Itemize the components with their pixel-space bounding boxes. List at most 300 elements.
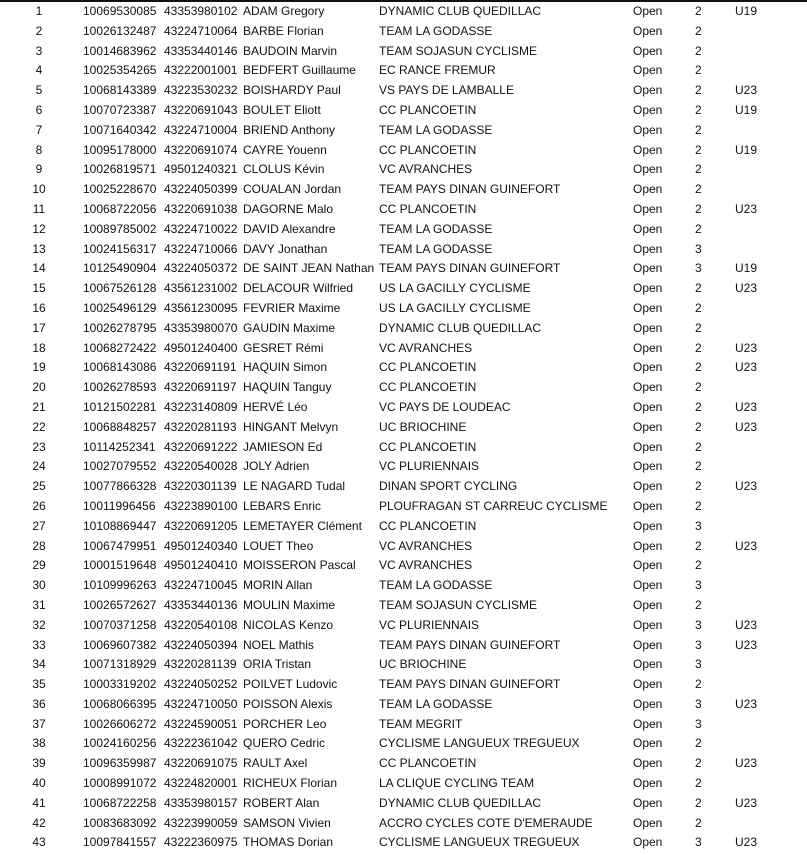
club-name-cell: TEAM PAYS DINAN GUINEFORT: [379, 261, 561, 276]
category-cell: Open: [633, 498, 663, 513]
club-name-cell: TEAM SOJASUN CYCLISME: [379, 597, 538, 612]
license-number-cell: 43222361042: [164, 736, 238, 751]
club-name-cell: TEAM LA GODASSE: [379, 23, 493, 38]
rider-name-cell: DAGORNE Malo: [243, 201, 334, 216]
grade-cell: 2: [695, 102, 702, 117]
category-cell: Open: [633, 261, 663, 276]
rider-name-cell: NOEL Mathis: [243, 637, 314, 652]
table-row: [0, 279, 807, 299]
rank-cell: 7: [35, 122, 43, 137]
rider-name-cell: HERVÉ Léo: [243, 399, 308, 414]
license-number-cell: 43224050394: [164, 637, 238, 652]
uci-id-cell: 10068143389: [83, 83, 157, 98]
grade-cell: 2: [695, 142, 702, 157]
club-name-cell: VC AVRANCHES: [379, 340, 473, 355]
category-cell: Open: [633, 221, 663, 236]
table-row: [0, 576, 807, 596]
rank-cell: 22: [32, 419, 46, 434]
uci-id-cell: 10125490904: [83, 261, 157, 276]
rank-cell: 41: [32, 795, 46, 810]
license-number-cell: 43223530232: [164, 83, 238, 98]
category-cell: Open: [633, 241, 663, 256]
category-cell: Open: [633, 102, 663, 117]
rider-name-cell: HINGANT Melvyn: [243, 419, 339, 434]
category-cell: Open: [633, 776, 663, 791]
uci-id-cell: 10109996263: [83, 578, 157, 593]
rider-name-cell: SAMSON Vivien: [243, 815, 331, 830]
rider-name-cell: LOUET Theo: [243, 538, 314, 553]
license-number-cell: 49501240410: [164, 558, 238, 573]
rider-name-cell: JOLY Adrien: [243, 459, 310, 474]
age-category-cell: U23: [735, 696, 758, 711]
rank-cell: 6: [35, 102, 43, 117]
uci-id-cell: 10068848257: [83, 419, 157, 434]
rank-cell: 34: [32, 657, 46, 672]
club-name-cell: CC PLANCOETIN: [379, 142, 477, 157]
license-number-cell: 43222360975: [164, 835, 238, 850]
rank-cell: 29: [32, 558, 46, 573]
grade-cell: 2: [695, 558, 702, 573]
club-name-cell: TEAM PAYS DINAN GUINEFORT: [379, 182, 561, 197]
category-cell: Open: [633, 162, 663, 177]
grade-cell: 3: [695, 657, 702, 672]
age-category-cell: U23: [735, 399, 758, 414]
category-cell: Open: [633, 538, 663, 553]
age-category-cell: U23: [735, 538, 758, 553]
rider-name-cell: MOISSERON Pascal: [243, 558, 356, 573]
uci-id-cell: 10024156317: [83, 241, 157, 256]
age-category-cell: U23: [735, 835, 758, 850]
uci-id-cell: 10014683962: [83, 43, 157, 58]
table-row: [0, 794, 807, 814]
license-number-cell: 43220281193: [164, 419, 237, 434]
rank-cell: 25: [32, 479, 46, 494]
rank-cell: 30: [32, 578, 46, 593]
uci-id-cell: 10026132487: [83, 23, 157, 38]
club-name-cell: CC PLANCOETIN: [379, 380, 477, 395]
uci-id-cell: 10001519648: [83, 558, 157, 573]
rider-name-cell: RICHEUX Florian: [243, 776, 338, 791]
rider-name-cell: MOULIN Maxime: [243, 597, 336, 612]
category-cell: Open: [633, 399, 663, 414]
table-row: [0, 734, 807, 754]
club-name-cell: TEAM LA GODASSE: [379, 221, 493, 236]
age-category-cell: U23: [735, 637, 758, 652]
club-name-cell: VC AVRANCHES: [379, 162, 473, 177]
category-cell: Open: [633, 122, 663, 137]
grade-cell: 2: [695, 23, 702, 38]
rider-name-cell: ADAM Gregory: [243, 4, 325, 18]
rank-cell: 4: [35, 63, 43, 78]
rank-cell: 36: [32, 696, 46, 711]
uci-id-cell: 10003319202: [83, 677, 157, 692]
rider-name-cell: DAVID Alexandre: [243, 221, 336, 236]
table-row: [0, 457, 807, 477]
rank-cell: 32: [32, 617, 46, 632]
rider-name-cell: DE SAINT JEAN Nathan: [243, 261, 375, 276]
table-row: [0, 517, 807, 537]
club-name-cell: ACCRO CYCLES COTE D'EMERAUDE: [379, 815, 593, 830]
category-cell: Open: [633, 756, 663, 771]
uci-id-cell: 10026278593: [83, 380, 157, 395]
category-cell: Open: [633, 795, 663, 810]
grade-cell: 2: [695, 43, 702, 58]
uci-id-cell: 10027079552: [83, 459, 157, 474]
age-category-cell: U23: [735, 201, 758, 216]
age-category-cell: U19: [735, 261, 758, 276]
club-name-cell: TEAM PAYS DINAN GUINEFORT: [379, 637, 561, 652]
table-row: [0, 695, 807, 715]
uci-id-cell: 10068272422: [83, 340, 157, 355]
uci-id-cell: 10069530085: [83, 4, 157, 18]
table-row: [0, 833, 807, 853]
category-cell: Open: [633, 300, 663, 315]
license-number-cell: 43224710066: [164, 241, 238, 256]
license-number-cell: 43353440146: [164, 43, 238, 58]
club-name-cell: CC PLANCOETIN: [379, 201, 477, 216]
rank-cell: 14: [32, 261, 46, 276]
rank-cell: 11: [32, 201, 46, 216]
rider-name-cell: PORCHER Leo: [243, 716, 327, 731]
rider-name-cell: ORIA Tristan: [243, 657, 312, 672]
age-category-cell: U23: [735, 756, 758, 771]
table-row: [0, 220, 807, 240]
category-cell: Open: [633, 815, 663, 830]
grade-cell: 2: [695, 182, 702, 197]
license-number-cell: 43224050252: [164, 677, 238, 692]
rank-cell: 37: [32, 716, 46, 731]
uci-id-cell: 10026819571: [83, 162, 157, 177]
license-number-cell: 43220691197: [164, 380, 237, 395]
table-row: [0, 81, 807, 101]
rank-cell: 23: [32, 439, 46, 454]
rank-cell: 12: [32, 221, 46, 236]
rank-cell: 38: [32, 736, 46, 751]
rank-cell: 39: [32, 756, 46, 771]
rider-name-cell: LEBARS Enric: [243, 498, 322, 513]
rider-name-cell: LEMETAYER Clément: [243, 518, 362, 533]
rider-name-cell: DELACOUR Wilfried: [243, 281, 354, 296]
license-number-cell: 43220691205: [164, 518, 238, 533]
rider-name-cell: GAUDIN Maxime: [243, 320, 336, 335]
rider-name-cell: JAMIESON Ed: [243, 439, 323, 454]
grade-cell: 3: [695, 241, 702, 256]
age-category-cell: U23: [735, 795, 758, 810]
license-number-cell: 43220281139: [164, 657, 237, 672]
table-row: [0, 537, 807, 557]
uci-id-cell: 10077866328: [83, 479, 157, 494]
uci-id-cell: 10026572627: [83, 597, 157, 612]
uci-id-cell: 10068722056: [83, 201, 157, 216]
category-cell: Open: [633, 201, 663, 216]
table-row: [0, 398, 807, 418]
rank-cell: 27: [32, 518, 46, 533]
category-cell: Open: [633, 320, 663, 335]
table-row: [0, 42, 807, 62]
grade-cell: 2: [695, 340, 702, 355]
age-category-cell: U23: [735, 617, 758, 632]
grade-cell: 2: [695, 459, 702, 474]
license-number-cell: 43220691074: [164, 142, 238, 157]
grade-cell: 3: [695, 617, 702, 632]
uci-id-cell: 10068143086: [83, 360, 157, 375]
grade-cell: 3: [695, 696, 702, 711]
rider-name-cell: CLOLUS Kévin: [243, 162, 325, 177]
rider-name-cell: THOMAS Dorian: [243, 835, 334, 850]
grade-cell: 3: [695, 637, 702, 652]
rider-name-cell: NICOLAS Kenzo: [243, 617, 334, 632]
age-category-cell: U23: [735, 83, 758, 98]
table-row: [0, 180, 807, 200]
table-row: [0, 675, 807, 695]
grade-cell: 2: [695, 597, 702, 612]
license-number-cell: 43561231002: [164, 281, 238, 296]
grade-cell: 2: [695, 399, 702, 414]
club-name-cell: UC BRIOCHINE: [379, 419, 467, 434]
grade-cell: 2: [695, 162, 702, 177]
rider-list: [0, 2, 807, 853]
category-cell: Open: [633, 578, 663, 593]
grade-cell: 3: [695, 578, 702, 593]
table-row: [0, 339, 807, 359]
club-name-cell: TEAM LA GODASSE: [379, 122, 493, 137]
table-row: [0, 715, 807, 735]
club-name-cell: LA CLIQUE CYCLING TEAM: [379, 776, 535, 791]
uci-id-cell: 10026278795: [83, 320, 157, 335]
grade-cell: 3: [695, 835, 702, 850]
rider-name-cell: POILVET Ludovic: [243, 677, 338, 692]
age-category-cell: U19: [735, 4, 758, 18]
category-cell: Open: [633, 380, 663, 395]
license-number-cell: 43220691043: [164, 102, 238, 117]
category-cell: Open: [633, 281, 663, 296]
table-row: [0, 814, 807, 834]
grade-cell: 2: [695, 498, 702, 513]
category-cell: Open: [633, 63, 663, 78]
category-cell: Open: [633, 419, 663, 434]
rank-cell: 33: [32, 637, 46, 652]
club-name-cell: TEAM LA GODASSE: [379, 241, 493, 256]
license-number-cell: 43220691191: [164, 360, 237, 375]
license-number-cell: 43353440136: [164, 597, 238, 612]
table-row: [0, 22, 807, 42]
club-name-cell: CC PLANCOETIN: [379, 439, 477, 454]
club-name-cell: VC AVRANCHES: [379, 558, 473, 573]
age-category-cell: U23: [735, 281, 758, 296]
club-name-cell: VS PAYS DE LAMBALLE: [379, 83, 514, 98]
rank-cell: 31: [32, 597, 46, 612]
license-number-cell: 43220540108: [164, 617, 238, 632]
grade-cell: 2: [695, 4, 702, 18]
club-name-cell: PLOUFRAGAN ST CARREUC CYCLISME: [379, 498, 608, 513]
license-number-cell: 49501240340: [164, 538, 238, 553]
club-name-cell: DYNAMIC CLUB QUEDILLAC: [379, 4, 542, 18]
rider-name-cell: COUALAN Jordan: [243, 182, 342, 197]
uci-id-cell: 10095178000: [83, 142, 157, 157]
uci-id-cell: 10068066395: [83, 696, 157, 711]
grade-cell: 2: [695, 479, 702, 494]
category-cell: Open: [633, 617, 663, 632]
rider-name-cell: CAYRE Youenn: [243, 142, 327, 157]
club-name-cell: DYNAMIC CLUB QUEDILLAC: [379, 795, 542, 810]
rank-cell: 5: [35, 83, 43, 98]
rank-cell: 18: [32, 340, 46, 355]
license-number-cell: 43224710022: [164, 221, 238, 236]
category-cell: Open: [633, 4, 663, 18]
table-row: [0, 121, 807, 141]
license-number-cell: 43353980102: [164, 4, 238, 18]
table-row: [0, 418, 807, 438]
license-number-cell: 43223890100: [164, 498, 238, 513]
license-number-cell: 43224710050: [164, 696, 238, 711]
rider-name-cell: HAQUIN Simon: [243, 360, 328, 375]
rank-cell: 3: [35, 43, 43, 58]
club-name-cell: EC RANCE FREMUR: [379, 63, 496, 78]
uci-id-cell: 10026606272: [83, 716, 157, 731]
club-name-cell: VC PLURIENNAIS: [379, 617, 480, 632]
club-name-cell: VC PLURIENNAIS: [379, 459, 480, 474]
rider-name-cell: ROBERT Alan: [243, 795, 320, 810]
club-name-cell: TEAM MEGRIT: [379, 716, 463, 731]
table-row: [0, 259, 807, 279]
club-name-cell: TEAM SOJASUN CYCLISME: [379, 43, 538, 58]
category-cell: Open: [633, 835, 663, 850]
category-cell: Open: [633, 459, 663, 474]
uci-id-cell: 10067526128: [83, 281, 157, 296]
uci-id-cell: 10071640342: [83, 122, 157, 137]
table-row: [0, 101, 807, 121]
license-number-cell: 43223140809: [164, 399, 238, 414]
category-cell: Open: [633, 182, 663, 197]
rank-cell: 16: [32, 300, 46, 315]
club-name-cell: CYCLISME LANGUEUX TREGUEUX: [379, 736, 580, 751]
uci-id-cell: 10025228670: [83, 182, 157, 197]
rank-cell: 2: [35, 23, 43, 38]
uci-id-cell: 10114252341: [83, 439, 156, 454]
rider-name-cell: POISSON Alexis: [243, 696, 333, 711]
grade-cell: 2: [695, 677, 702, 692]
grade-cell: 2: [695, 221, 702, 236]
grade-cell: 2: [695, 380, 702, 395]
grade-cell: 2: [695, 281, 702, 296]
grade-cell: 2: [695, 360, 702, 375]
rank-cell: 17: [32, 320, 46, 335]
rank-cell: 43: [32, 835, 46, 850]
grade-cell: 2: [695, 538, 702, 553]
uci-id-cell: 10025496129: [83, 300, 157, 315]
table-row: [0, 378, 807, 398]
rider-name-cell: LE NAGARD Tudal: [243, 479, 346, 494]
table-row: [0, 2, 807, 22]
rank-cell: 35: [32, 677, 46, 692]
grade-cell: 2: [695, 83, 702, 98]
rider-name-cell: BOISHARDY Paul: [243, 83, 341, 98]
table-row: [0, 754, 807, 774]
rider-name-cell: GESRET Rémi: [243, 340, 324, 355]
category-cell: Open: [633, 142, 663, 157]
rank-cell: 19: [32, 360, 46, 375]
uci-id-cell: 10069607382: [83, 637, 157, 652]
rider-name-cell: BAUDOIN Marvin: [243, 43, 338, 58]
license-number-cell: 43224820001: [164, 776, 238, 791]
category-cell: Open: [633, 558, 663, 573]
license-number-cell: 49501240321: [164, 162, 238, 177]
club-name-cell: TEAM LA GODASSE: [379, 578, 493, 593]
rank-cell: 21: [32, 399, 46, 414]
category-cell: Open: [633, 736, 663, 751]
grade-cell: 3: [695, 518, 702, 533]
rank-cell: 13: [32, 241, 46, 256]
rank-cell: 42: [32, 815, 46, 830]
club-name-cell: TEAM LA GODASSE: [379, 696, 493, 711]
club-name-cell: DINAN SPORT CYCLING: [379, 479, 518, 494]
license-number-cell: 49501240400: [164, 340, 238, 355]
table-row: [0, 596, 807, 616]
uci-id-cell: 10071318929: [83, 657, 157, 672]
rider-name-cell: FEVRIER Maxime: [243, 300, 341, 315]
club-name-cell: US LA GACILLY CYCLISME: [379, 281, 531, 296]
uci-id-cell: 10008991072: [83, 776, 157, 791]
table-row: [0, 160, 807, 180]
club-name-cell: CC PLANCOETIN: [379, 756, 477, 771]
grade-cell: 2: [695, 300, 702, 315]
uci-id-cell: 10068722258: [83, 795, 157, 810]
rank-cell: 9: [35, 162, 43, 177]
uci-id-cell: 10067479951: [83, 538, 157, 553]
uci-id-cell: 10121502281: [83, 399, 157, 414]
uci-id-cell: 10096359987: [83, 756, 157, 771]
rider-name-cell: QUERO Cedric: [243, 736, 326, 751]
license-number-cell: 43220301139: [164, 479, 237, 494]
rank-cell: 8: [35, 142, 43, 157]
grade-cell: 3: [695, 261, 702, 276]
age-category-cell: U23: [735, 419, 758, 434]
club-name-cell: UC BRIOCHINE: [379, 657, 467, 672]
age-category-cell: U23: [735, 479, 758, 494]
license-number-cell: 43220691222: [164, 439, 238, 454]
grade-cell: 2: [695, 122, 702, 137]
grade-cell: 2: [695, 63, 702, 78]
age-category-cell: U23: [735, 340, 758, 355]
rank-cell: 24: [32, 459, 46, 474]
rank-cell: 1: [35, 4, 43, 18]
license-number-cell: 43224590051: [164, 716, 238, 731]
category-cell: Open: [633, 360, 663, 375]
table-row: [0, 636, 807, 656]
uci-id-cell: 10108869447: [83, 518, 157, 533]
license-number-cell: 43220691038: [164, 201, 238, 216]
license-number-cell: 43353980157: [164, 795, 238, 810]
club-name-cell: TEAM PAYS DINAN GUINEFORT: [379, 677, 561, 692]
license-number-cell: 43224710004: [164, 122, 238, 137]
rider-name-cell: MORIN Allan: [243, 578, 313, 593]
grade-cell: 2: [695, 439, 702, 454]
club-name-cell: CC PLANCOETIN: [379, 360, 477, 375]
license-number-cell: 43220540028: [164, 459, 238, 474]
rider-name-cell: BARBE Florian: [243, 23, 324, 38]
table-row: [0, 497, 807, 517]
category-cell: Open: [633, 439, 663, 454]
category-cell: Open: [633, 696, 663, 711]
license-number-cell: 43224710045: [164, 578, 238, 593]
category-cell: Open: [633, 340, 663, 355]
club-name-cell: US LA GACILLY CYCLISME: [379, 300, 531, 315]
age-category-cell: U19: [735, 142, 758, 157]
table-row: [0, 655, 807, 675]
age-category-cell: U23: [735, 360, 758, 375]
rider-name-cell: BOULET Eliott: [243, 102, 321, 117]
uci-id-cell: 10011996456: [83, 498, 156, 513]
